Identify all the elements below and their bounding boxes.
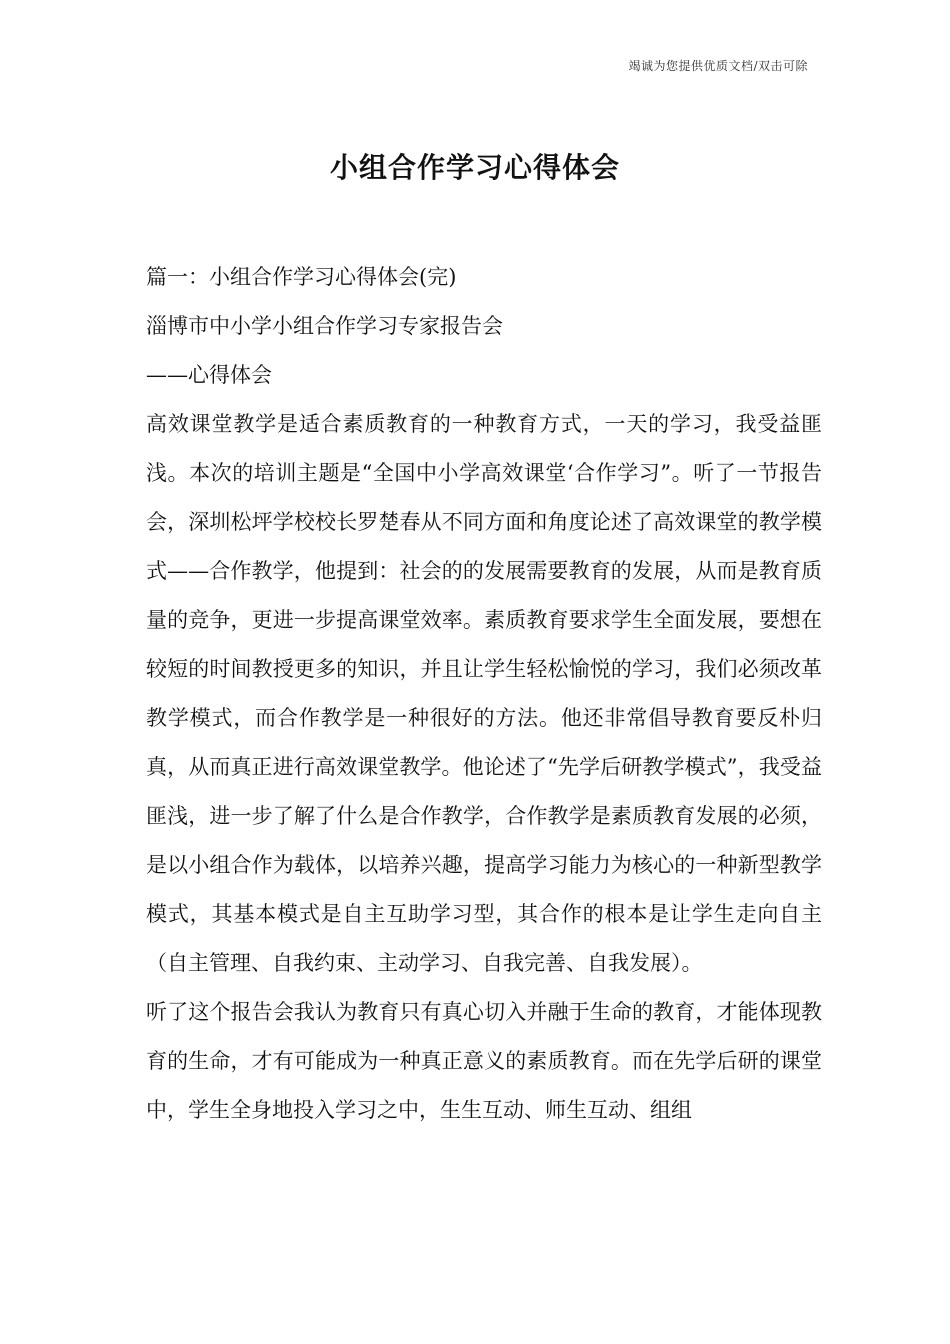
document-title: 小组合作学习心得体会 (329, 151, 620, 184)
report-title: 淄博市中小学小组合作学习专家报告会 (146, 314, 503, 338)
header-note: 竭诚为您提供优质文档/双击可除 (628, 59, 808, 73)
section-heading: 篇一：小组合作学习心得体会(完) (146, 265, 457, 289)
body-paragraph-1: 高效课堂教学是适合素质教育的一种教育方式，一天的学习，我受益匪浅。本次的培训主题是“全国中小学高效课堂‘合作学习”。听了一节报告会，深圳松坪学校校长罗楚春从不同方面和角度论述了高效课堂的教学模式——合作教学，他提到：社会的的发展需要教育的发展，从而是教育质量的竞争，更进一步提高课堂效率。素质教育要求学生全面发展，要想在较短的时间教授更多的知识，并且让学生轻松愉悦的学习，我们必须改革教学模式，而合作教学是一种很好的方法。他还非常倡导教育要反朴归真，从而真正进行高效课堂教学。他论述了“先学后研教学模式”，我受益匪浅，进一步了解了什么是合作教学，合作教学是素质教育发展的必须，是以小组合作为载体，以培养兴趣，提高学习能力为核心的一种新型教学模式，其基本模式是自主互助学习型，其合作的根本是让学生走向自主（自主管理、自我约束、主动学习、自我完善、自我发展）。 (146, 412, 822, 975)
body-paragraph-2: 听了这个报告会我认为教育只有真心切入并融于生命的教育，才能体现教育的生命，才有可能成为一种真正意义的素质教育。而在先学后研的课堂中，学生全身地投入学习之中，生生互动、师生互动、组组 (146, 1000, 822, 1122)
report-subtitle: ——心得体会 (146, 363, 272, 387)
document-body (146, 253, 822, 1135)
